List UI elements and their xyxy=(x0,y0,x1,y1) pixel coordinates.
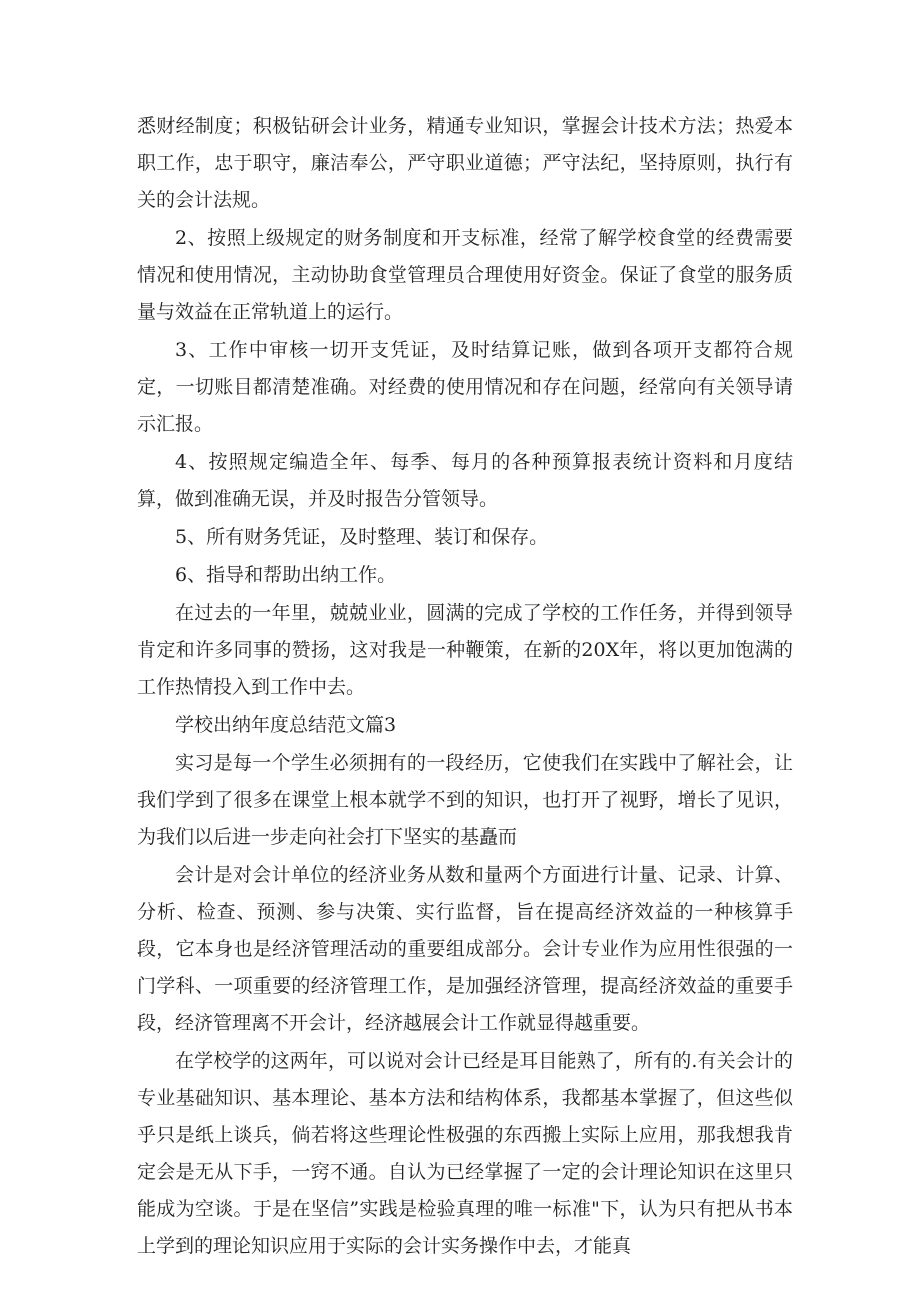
document-body xyxy=(137,108,793,1266)
paragraph-2: 2、按照上级规定的财务制度和开支标准，经常了解学校食堂的经费需要情况和使用情况，主动协助食堂管理员合理使用好资金。保证了食堂的服务质量与效益在正常轨道上的运行。 xyxy=(137,227,793,323)
paragraph-6: 6、指导和帮助出纳工作。 xyxy=(175,564,397,586)
paragraph-9: 会计是对会计单位的经济业务从数和量两个方面进行计量、记录、计算、分析、检查、预测、参与决策、实行监督，旨在提高经济效益的一种核算手段，它本身也是经济管理活动的重要组成部分。会计专业作为应用性很强的一门学科、一项重要的经济管理工作，是加强经济管理，提高经济效益的重要手段，经济管理离不开会计，经济越展会计工作就显得越重要。 xyxy=(137,864,793,1034)
paragraph-4: 4、按照规定编造全年、每季、每月的各种预算报表统计资料和月度结算，做到准确无误，并及时报告分管领导。 xyxy=(137,451,793,510)
paragraph-7: 在过去的一年里，兢兢业业，圆满的完成了学校的工作任务，并得到领导肯定和许多同事的赞扬，这对我是一种鞭策，在新的20X年，将以更加饱满的工作热情投入到工作中去。 xyxy=(137,602,793,698)
paragraph-8: 实习是每一个学生必须拥有的一段经历，它使我们在实践中了解社会，让我们学到了很多在课堂上根本就学不到的知识，也打开了视野，增长了见识，为我们以后进一步走向社会打下坚实的基矗而 xyxy=(137,752,793,848)
paragraph-5: 5、所有财务凭证，及时整理、装订和保存。 xyxy=(175,526,549,548)
section-heading: 学校出纳年度总结范文篇3 xyxy=(175,714,397,736)
paragraph-3: 3、工作中审核一切开支凭证，及时结算记账，做到各项开支都符合规定，一切账目都清楚准确。对经费的使用情况和存在问题，经常向有关领导请示汇报。 xyxy=(137,339,793,435)
paragraph-1: 悉财经制度；积极钻研会计业务，精通专业知识，掌握会计技术方法；热爱本职工作，忠于职守，廉洁奉公，严守职业道德；严守法纪，坚持原则，执行有关的会计法规。 xyxy=(137,115,793,211)
paragraph-10: 在学校学的这两年，可以说对会计已经是耳目能熟了，所有的.有关会计的专业基础知识、基本理论、基本方法和结构体系，我都基本掌握了，但这些似乎只是纸上谈兵，倘若将这些理论性极强的东西搬上实际上应用，那我想我肯定会是无从下手，一窍不通。自认为已经掌握了一定的会计理论知识在这里只能成为空谈。于是在坚信”实践是检验真理的唯一标准"下，认为只有把从书本上学到的理论知识应用于实际的会计实务操作中去，才能真 xyxy=(137,1050,793,1257)
